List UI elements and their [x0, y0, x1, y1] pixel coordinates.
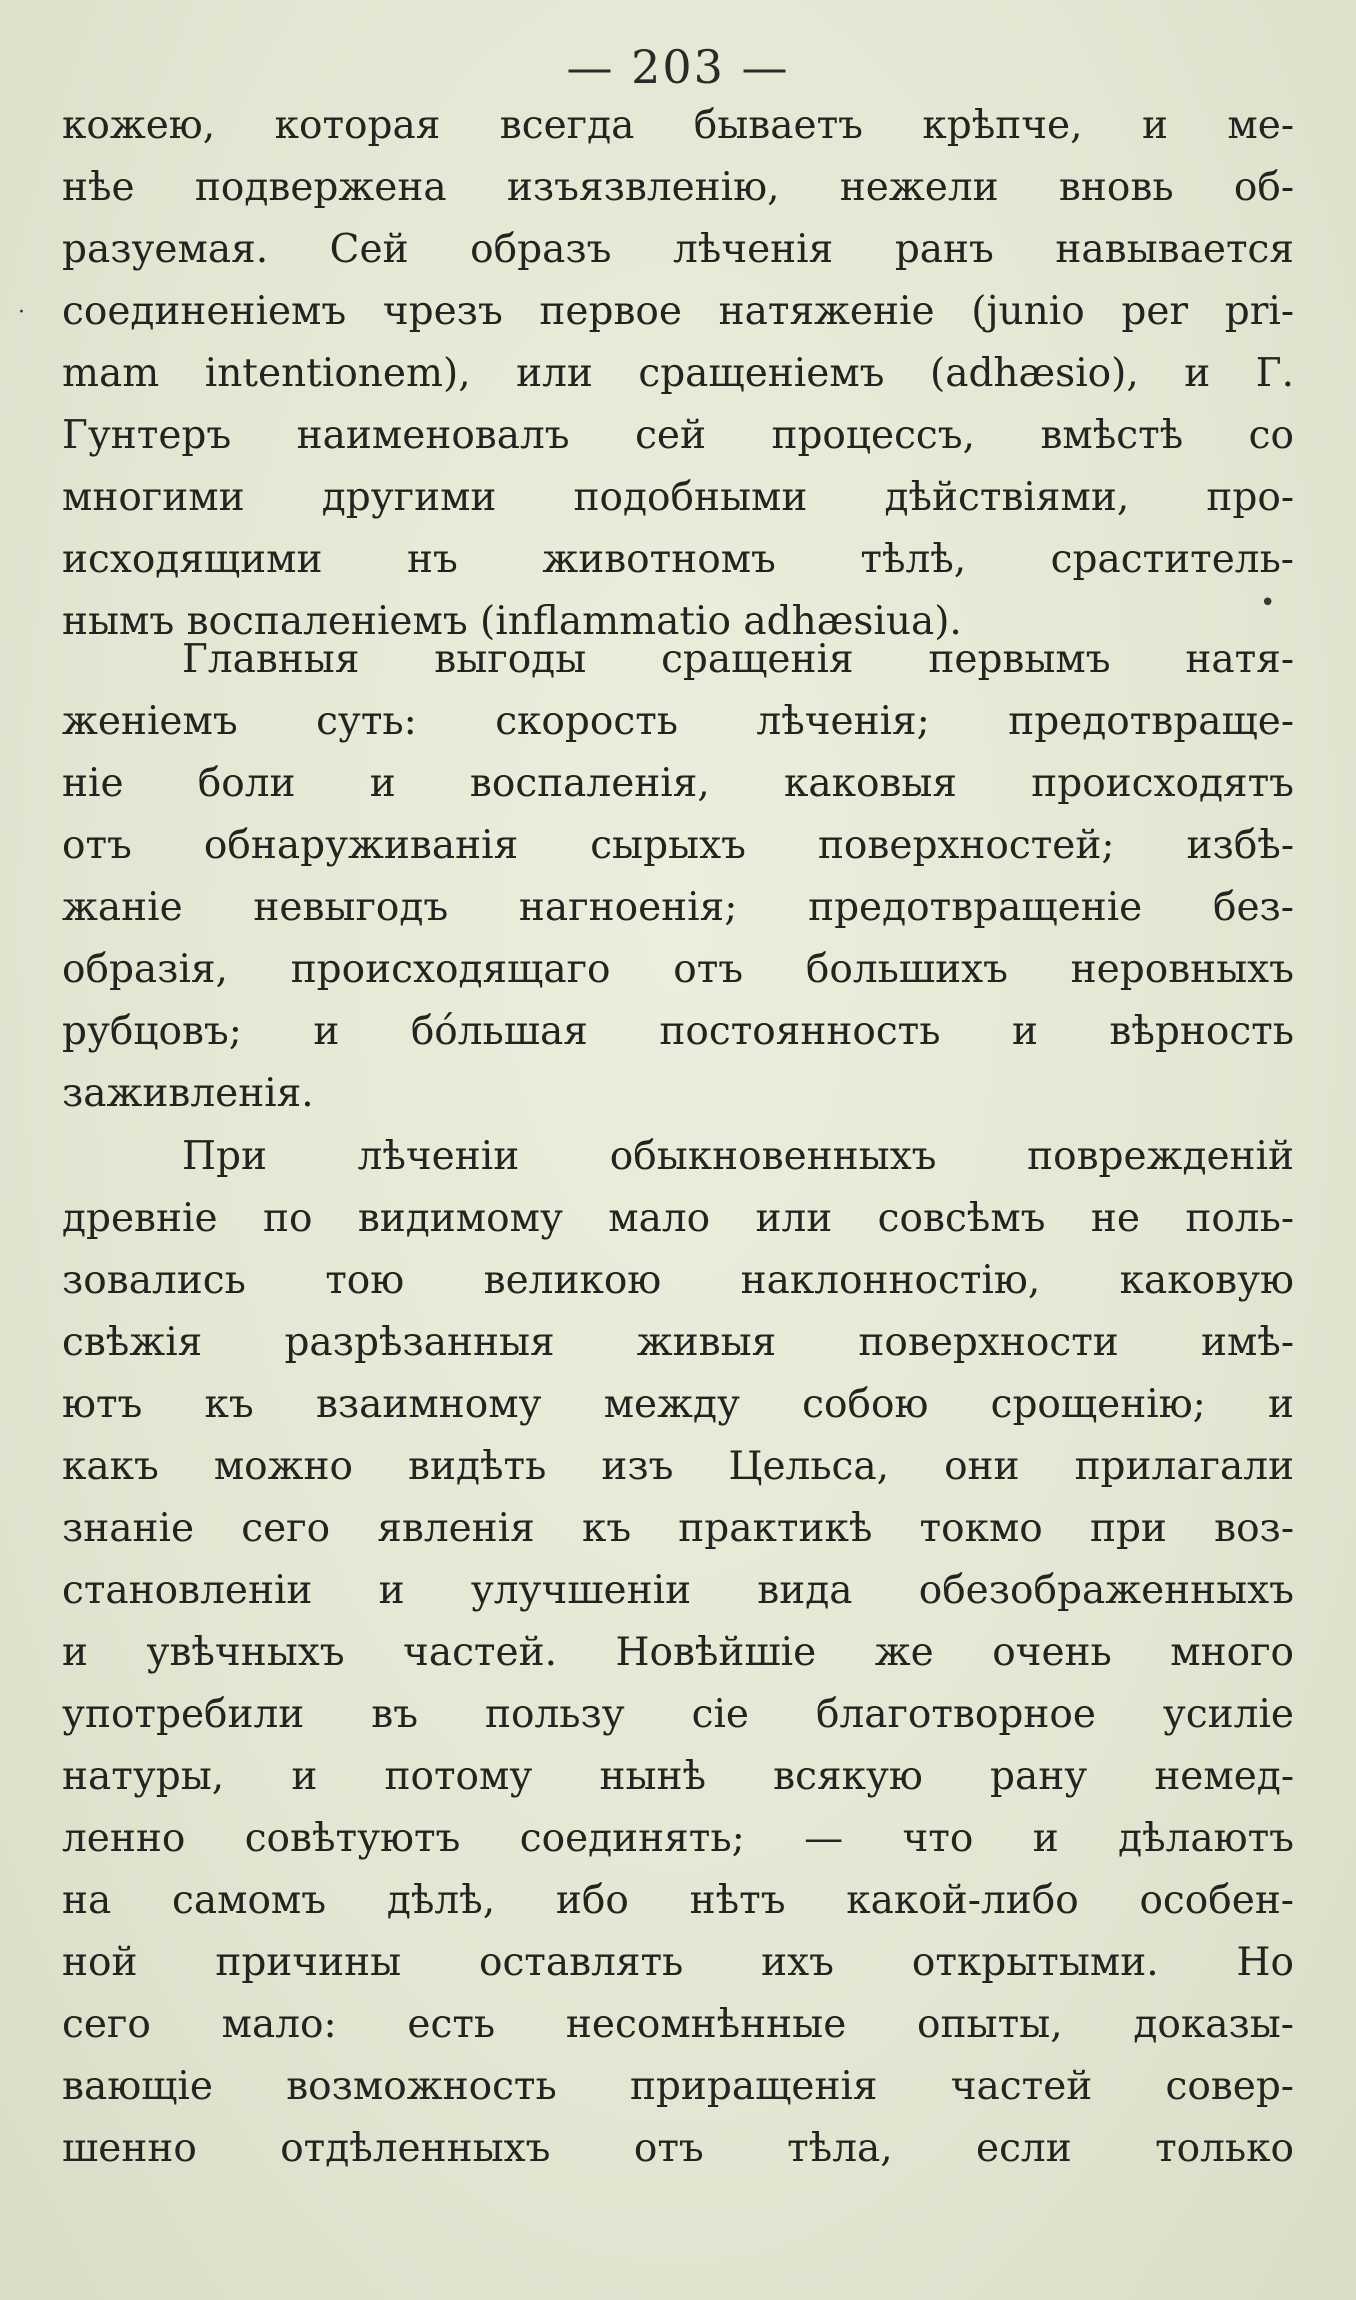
- margin-tick-mark: ·: [18, 300, 25, 325]
- text-line: ніе боли и воспаленія, каковыя происходятъ: [62, 761, 1294, 806]
- text-line: mam intentionem), или сращеніемъ (adhæsio), и Г.: [62, 351, 1294, 396]
- paragraph-2: [62, 629, 1294, 1125]
- text-line: многими другими подобными дѣйствіями, про-: [62, 475, 1294, 520]
- paragraph-3: [62, 1126, 1294, 2180]
- text-line: на самомъ дѣлѣ, ибо нѣтъ какой-либо особен-: [62, 1878, 1294, 1923]
- text-line: кожею, которая всегда бываетъ крѣпче, и ме-: [62, 103, 1294, 148]
- text-line: сего мало: есть несомнѣнные опыты, доказы-: [62, 2002, 1294, 2047]
- text-line: образія, происходящаго отъ большихъ неровныхъ: [62, 947, 1294, 992]
- margin-dot-mark: •: [1260, 588, 1276, 618]
- text-line: знаніе сего явленія къ практикѣ токмо при воз-: [62, 1506, 1294, 1551]
- text-line: становленіи и улучшеніи вида обезображенныхъ: [62, 1568, 1294, 1613]
- text-line: зовались тою великою наклонностію, каковую: [62, 1258, 1294, 1303]
- text-line: шенно отдѣленныхъ отъ тѣла, если только: [62, 2126, 1294, 2171]
- text-line: женіемъ суть: скорость лѣченія; предотвраще-: [62, 699, 1294, 744]
- text-line: ленно совѣтуютъ соединять; — что и дѣлаютъ: [62, 1816, 1294, 1861]
- text-line: Гунтеръ наименовалъ сей процессъ, вмѣстѣ со: [62, 413, 1294, 458]
- text-line: какъ можно видѣть изъ Цельса, они прилагали: [62, 1444, 1294, 1489]
- text-line: ной причины оставлять ихъ открытыми. Но: [62, 1940, 1294, 1985]
- text-line: Главныя выгоды сращенія первымъ натя-: [182, 637, 1294, 682]
- text-line: отъ обнаруживанія сырыхъ поверхностей; избѣ-: [62, 823, 1294, 868]
- text-line: исходящими нъ животномъ тѣлѣ, сраститель-: [62, 537, 1294, 582]
- text-line: соединеніемъ чрезъ первое натяженіе (junio per pri-: [62, 289, 1294, 334]
- paragraph-1: [62, 95, 1294, 653]
- text-line: жаніе невыгодъ нагноенія; предотвращеніе без-: [62, 885, 1294, 930]
- page-number-header: — 203 —: [566, 40, 790, 94]
- text-line: древніе по видимому мало или совсѣмъ не поль-: [62, 1196, 1294, 1241]
- text-line: употребили въ пользу сіе благотворное усиліе: [62, 1692, 1294, 1737]
- text-line: свѣжія разрѣзанныя живыя поверхности имѣ-: [62, 1320, 1294, 1365]
- text-line: При лѣченіи обыкновенныхъ поврежденій: [182, 1134, 1294, 1179]
- text-line: разуемая. Сей образъ лѣченія ранъ навывается: [62, 227, 1294, 272]
- text-line: ютъ къ взаимному между собою срощенію; и: [62, 1382, 1294, 1427]
- text-line: заживленія.: [62, 1071, 314, 1116]
- text-line: нѣе подвержена изъязвленію, нежели вновь об-: [62, 165, 1294, 210]
- text-line: нымъ воспаленіемъ (inflammatio adhæsiua).: [62, 599, 962, 644]
- text-line: натуры, и потому нынѣ всякую рану немед-: [62, 1754, 1294, 1799]
- text-line: рубцовъ; и бо́льшая постоянность и вѣрность: [62, 1009, 1294, 1054]
- text-line: вающіе возможность приращенія частей совер-: [62, 2064, 1294, 2109]
- text-line: и увѣчныхъ частей. Новѣйшіе же очень много: [62, 1630, 1294, 1675]
